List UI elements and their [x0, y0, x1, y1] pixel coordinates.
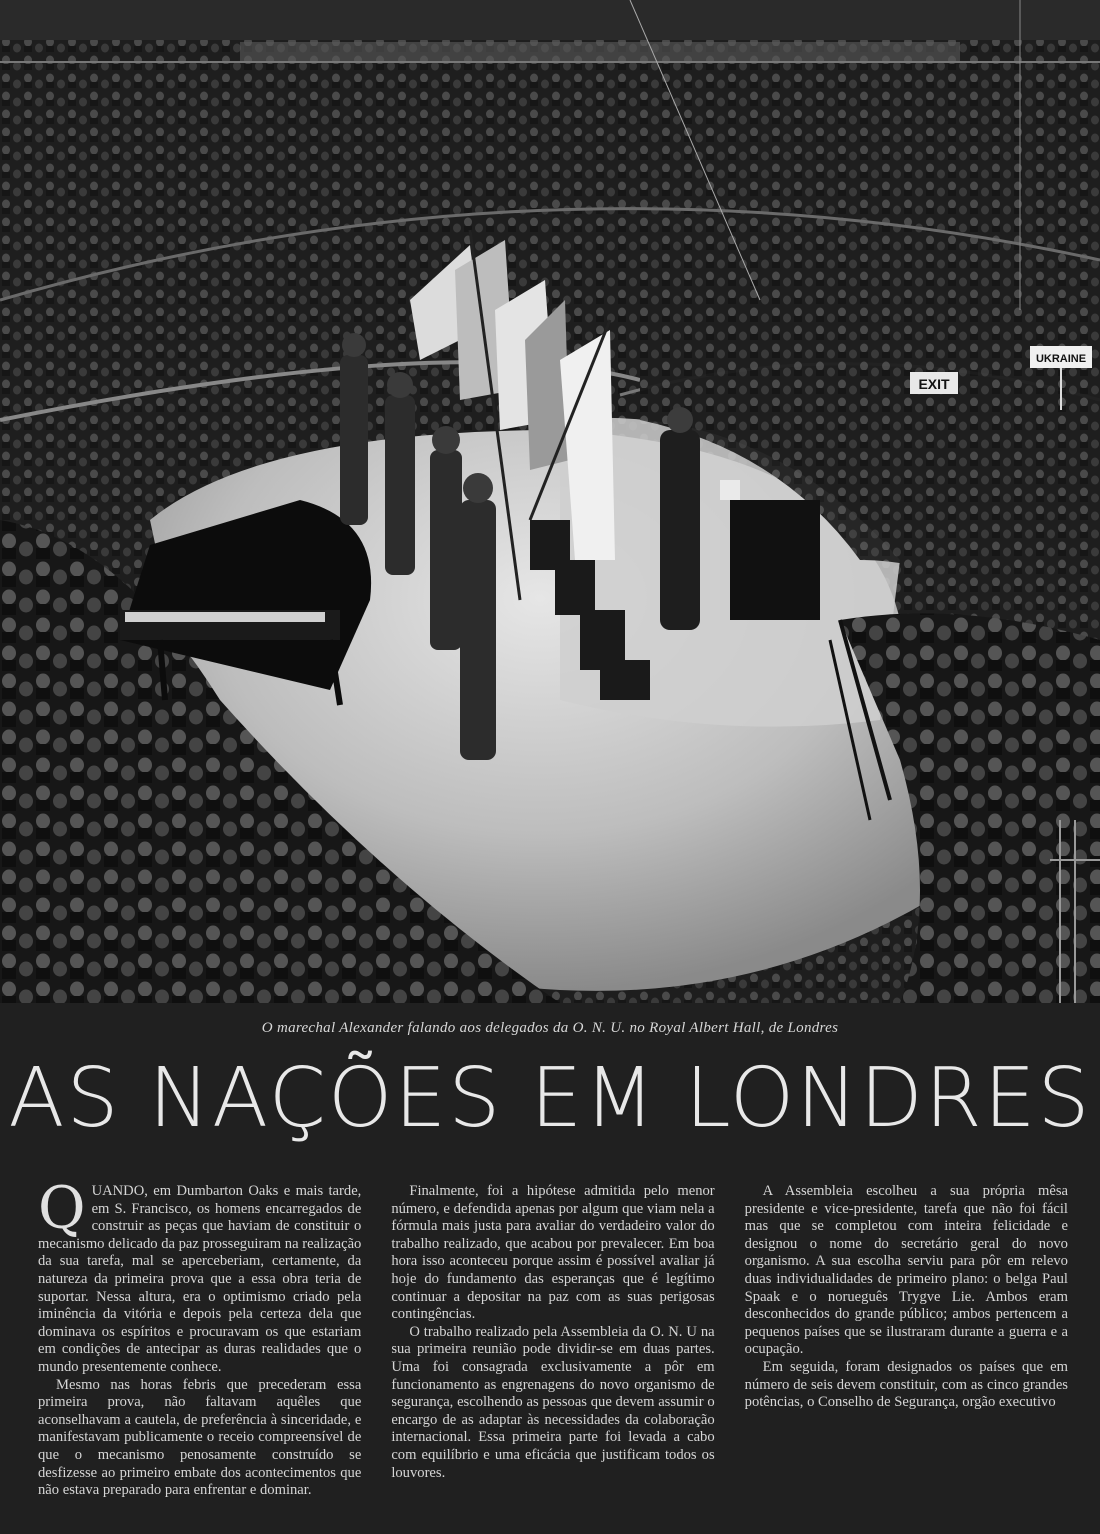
- article-headline: AS NAÇÕES EM LONDRES: [8, 1051, 1092, 1146]
- svg-text:EXIT: EXIT: [918, 376, 950, 392]
- photo-caption: O marechal Alexander falando aos delegados da O. N. U. no Royal Albert Hall, de Londres: [261, 1020, 839, 1036]
- paragraph: Em seguida, foram designados os países que em número de seis devem constituir, com as cinco grandes potências, o Conselho de Segurança, orgão executivo: [744, 1358, 1068, 1411]
- article-column-1: [38, 1183, 361, 1523]
- article-column-2: [391, 1183, 714, 1523]
- svg-text:UKRAINE: UKRAINE: [1035, 353, 1087, 365]
- drop-cap: Q: [38, 1183, 86, 1242]
- paragraph: A Assembleia escolheu a sua própria mêsa presidente e vice-presidente, tarefa que não foi fácil mas que se completou com inteira felicidade e designou o nome do secretário geral do novo organismo. A sua escolha serviu para pôr em relevo duas individualidades de primeiro plano: o belga Paul Spaak e o norueguês Trygve Lie. Ambos eram desconhecidos do grande público; ambos pertencem a pequenos países que se ilustraram durante a guerra e a ocupação.: [744, 1183, 1068, 1358]
- exit-sign: [910, 372, 958, 394]
- paragraph: O trabalho realizado pela Assembleia da O. N. U na sua primeira reunião pode dividir-se em duas partes. Uma foi consagrada exclusivamente a pôr em funcionamento as engrenagens do novo organismo de segurança, escolhendo as pessoas que devem assumir o encargo de as adaptar às necessidades da colaboração internacional. Essa primeira parte foi levada a cabo com equilíbrio e uma eficácia que justificam todos os louvores.: [391, 1323, 715, 1481]
- article-body: [38, 1183, 1068, 1523]
- paragraph: QUANDO, em Dumbarton Oaks e mais tarde, em S. Francisco, os homens encarregados de construir as peças que haviam de constituir o mecanismo delicado da paz prosseguiram na realização da sua tarefa, mal se aperceberiam, certamente, da natureza da primeira prova que a essa obra teria de suportar. Nessa altura, era o optimismo criado pela iminência da vitória e depois pela certeza dela que dominava os espíritos e procuravam os que estariam em condições de antecipar as duras realidades que o mundo presentemente conhece.: [38, 1183, 362, 1375]
- paragraph: Mesmo nas horas febris que precederam essa primeira prova, não faltavam aquêles que aconselhavam a cautela, de preferência à sinceridade, e manifestavam publicamente o receio compreensível de que o mecanismo penosamente construído se desfizesse ao primeiro embate dos acontecimentos que não estava preparado para enfrentar e dominar.: [38, 1376, 362, 1499]
- article-column-3: [745, 1183, 1068, 1523]
- paragraph: Finalmente, foi a hipótese admitida pelo menor número, e defendida apenas por algum que viam nela a fórmula mais justa para avaliar do verdadeiro valor do trabalho realizado, que acabou por prevalecer. Em boa hora isso aconteceu porque assim é possível avaliar já hoje do fundamento das esperanças que é legítimo continuar a depositar na paz com as suas perigosas contingências.: [391, 1183, 715, 1323]
